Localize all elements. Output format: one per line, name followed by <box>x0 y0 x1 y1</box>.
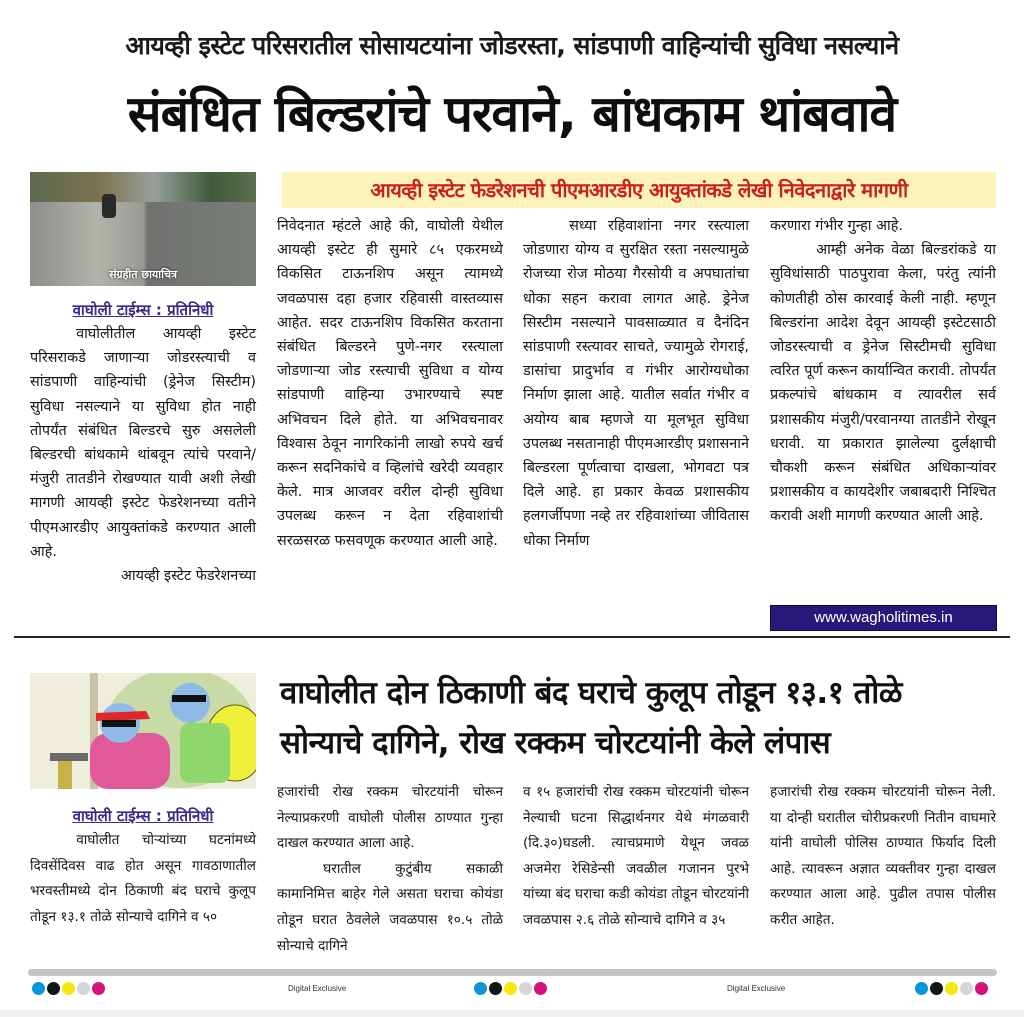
story2-column-2 <box>277 780 503 959</box>
bottom-strip <box>0 1010 1024 1017</box>
magenta-dot-icon <box>92 982 105 995</box>
section-divider <box>14 636 1010 638</box>
paragraph: वाघोलीत चोऱ्यांच्या घटनांमध्ये दिवसेंदिवस वाढ होत असून गावठाणातील भरवस्तीमध्ये दोन ठिकाणी बंद घराचे कुलूप तोडून १३.१ तोळे सोन्याचे दागिने व ५० <box>30 832 256 925</box>
registration-marks-center <box>474 982 547 996</box>
story1-column-3 <box>523 214 749 553</box>
road-photo <box>30 172 256 286</box>
story2-headline-line2: सोन्याचे दागिने, रोख रक्कम चोरटयांनी केले लंपास <box>280 725 831 761</box>
yellow-dot-icon <box>504 982 517 995</box>
story2-column-1 <box>30 828 256 930</box>
photo-background <box>30 172 256 202</box>
registration-marks-right <box>915 982 988 996</box>
cyan-dot-icon <box>915 982 928 995</box>
story1-byline: वाघोली टाईम्स : प्रतिनिधी <box>72 301 214 319</box>
yellow-dot-icon <box>62 982 75 995</box>
paragraph: करणारा गंभीर गुन्हा आहे. <box>770 218 903 234</box>
website-link[interactable]: www.wagholitimes.in <box>770 605 997 631</box>
story1-headline: संबंधित बिल्डरांचे परवाने, बांधकाम थांबवावे <box>127 85 897 143</box>
cyan-dot-icon <box>474 982 487 995</box>
grey-dot-icon <box>519 982 532 995</box>
magenta-dot-icon <box>534 982 547 995</box>
cyan-dot-icon <box>32 982 45 995</box>
story2-column-4 <box>770 780 996 934</box>
paragraph: आयव्ही इस्टेट फेडरेशनच्या <box>120 568 256 585</box>
black-dot-icon <box>47 982 60 995</box>
paragraph: आम्ही अनेक वेळा बिल्डरांकडे या सुविधांसाठी पाठपुरावा केला, परंतु त्यांनी कोणतीही ठोस कारवाई केली नाही. म्हणून बिल्डरांना आदेश देवून आयव्ही इस्टेटसाठी जोडरस्त्याची व ड्रेनेज सिस्टीमची सुविधा त्वरित पूर्ण करून कार्यान्वित करावी. तोपर्यंत प्रकल्पांचे बांधकाम व त्यावरील सर्व प्रशासकीय मंजुरी/परवानग्या तातडीने रोखून धरावी. या प्रकारात झालेल्या दुर्लक्षाची चौकशी करून संबंधित अधिकाऱ्यांवर प्रशासकीय व कायदेशीर जबाबदारी निश्चित करावी अशी मागणी करण्यात आली आहे. <box>770 242 997 525</box>
story2-headline-line1: वाघोलीत दोन ठिकाणी बंद घराचे कुलूप तोडून १३.१ तोळे <box>280 675 902 711</box>
black-dot-icon <box>930 982 943 995</box>
paragraph: वाघोलीतील आयव्ही इस्टेट परिसराकडे जाणाऱ्या जोडरस्त्याची व सांडपाणी वाहिन्यांची (ड्रेनेज सिस्टीम) सुविधा नसल्याने या सुविधा होत नाही तोपर्यंत संबंधित बिल्डरचे सुरु असलेली बिल्डरची बांधकामे थांबवून त्यांचे परवाने/मंजुरी तातडीने रोखण्यात यावी अशी लेखी मागणी आयव्ही इस्टेट फेडरेशनच्या वतीने पीएमआरडीए आयुक्तांकडे करण्यात आली आहे. <box>30 326 256 560</box>
footer-label-left: Digital Exclusive <box>288 984 347 993</box>
story2-byline: वाघोली टाईम्स : प्रतिनिधी <box>72 807 214 825</box>
black-dot-icon <box>489 982 502 995</box>
yellow-dot-icon <box>945 982 958 995</box>
cartoon-illustration <box>30 673 256 789</box>
story1-column-4 <box>770 214 996 529</box>
paragraph: निवेदनात म्हंटले आहे की, वाघोली येथील आयव्ही इस्टेट ही सुमारे ८५ एकरमध्ये विकसित टाऊनशिप असून त्यामध्ये जवळपास दहा हजार रहिवासी वास्तव्यास आहेत. सदर टाऊनशिप विकसित करताना संबंधित बिल्डरने पुणे-नगर रस्त्याला जोडणाऱ्या जोड रस्त्याची सुविधा व योग्य सांडपाणी वाहिन्या उभारण्याचे स्पष्ट अभिवचन दिले होते. या अभिवचनावर विश्वास ठेवून नागरिकांनी लाखो रुपये खर्च करून सदनिकांचे व व्हिलांचे खरेदी व्यवहार केले. मात्र आजवर वरील दोन्ही सुविधा उपलब्ध करून न देता रहिवाशांची सरळसरळ फसवणूक करण्यात आली आहे. <box>277 218 503 549</box>
story1-column-2 <box>277 214 503 553</box>
paragraph: घरातील कुटुंबीय सकाळी कामानिमित्त बाहेर गेले असता घराचा कोयंडा तोडून घरात ठेवलेले जवळपास १०.५ तोळे सोन्याचे दागिने <box>277 860 503 954</box>
grey-dot-icon <box>960 982 973 995</box>
paragraph: हजारांची रोख रक्कम चोरटयांनी चोरून नेली. या दोन्ही घरातील चोरीप्रकरणी नितीन वाघमारे यांनी वाघोली पोलिस ठाण्यात फिर्याद दिली आहे. त्यावरून अज्ञात व्यक्तीवर गुन्हा दाखल करण्यात आला आहे. पुढील तपास पोलीस करीत आहेत. <box>770 784 996 928</box>
registration-marks-left <box>32 982 105 996</box>
footer-bar <box>28 969 997 976</box>
magenta-dot-icon <box>975 982 988 995</box>
footer-label-right: Digital Exclusive <box>727 984 786 993</box>
paragraph: सध्या रहिवाशांना नगर रस्त्याला जोडणारा योग्य व सुरक्षित रस्ता नसल्यामुळे रोजच्या रोज मोठया गैरसोयी व अपघातांचा धोका सहन करावा लागत आहे. ड्रेनेज सिस्टीम नसल्याने पावसाळ्यात व दैनंदिन सांडपाणी रस्त्यावर साचते, ज्यामुळे रोगराई, डासांचा प्रादुर्भाव व गंभीर आरोग्यधोका निर्माण झाला आहे. यातील सर्वात गंभीर व अयोग्य बाब म्हणजे या मूलभूत सुविधा उपलब्ध नसतानाही पीएमआरडीए प्रशासनाने बिल्डरला पूर्णत्वाचा दाखला, भोगवटा पत्र दिले आहे. हा प्रकार केवळ प्रशासकीय हलगर्जीपणा नव्हे तर रहिवाशांच्या जीवितास धोका निर्माण <box>523 218 749 549</box>
paragraph: व १५ हजारांची रोख रक्कम चोरटयांनी चोरून नेल्याची घटना सिद्धार्थनगर येथे मंगळवारी (दि.३०)घडली. त्याचप्रमाणे येथून जवळ अजमेरा रेसिडेन्सी जवळील गजानन पुरभे यांच्या बंद घराचा कडी कोयंडा तोडून चोरटयांनी जवळपास २.६ तोळे सोन्याचे दागिने व ३५ <box>523 784 749 928</box>
motorbike-figure <box>102 194 116 218</box>
photo-caption: संग्रहीत छायाचित्र <box>108 268 178 281</box>
story2-column-3 <box>523 780 749 934</box>
story1-subheadline: आयव्ही इस्टेट फेडरेशनची पीएमआरडीए आयुक्तांकडे लेखी निवेदनाद्वारे मागणी <box>282 172 996 208</box>
grey-dot-icon <box>77 982 90 995</box>
story2-headline <box>280 668 1010 768</box>
thieves-cartoon <box>30 673 256 789</box>
story1-kicker: आयव्ही इस्टेट परिसरातील सोसायटयांना जोडरस्ता, सांडपाणी वाहिन्यांची सुविधा नसल्याने <box>125 31 899 60</box>
story1-column-1 <box>30 322 256 588</box>
paragraph: हजारांची रोख रक्कम चोरटयांनी चोरून नेल्याप्रकरणी वाघोली पोलीस ठाण्यात गुन्हा दाखल करण्यात आला आहे. <box>277 784 503 852</box>
